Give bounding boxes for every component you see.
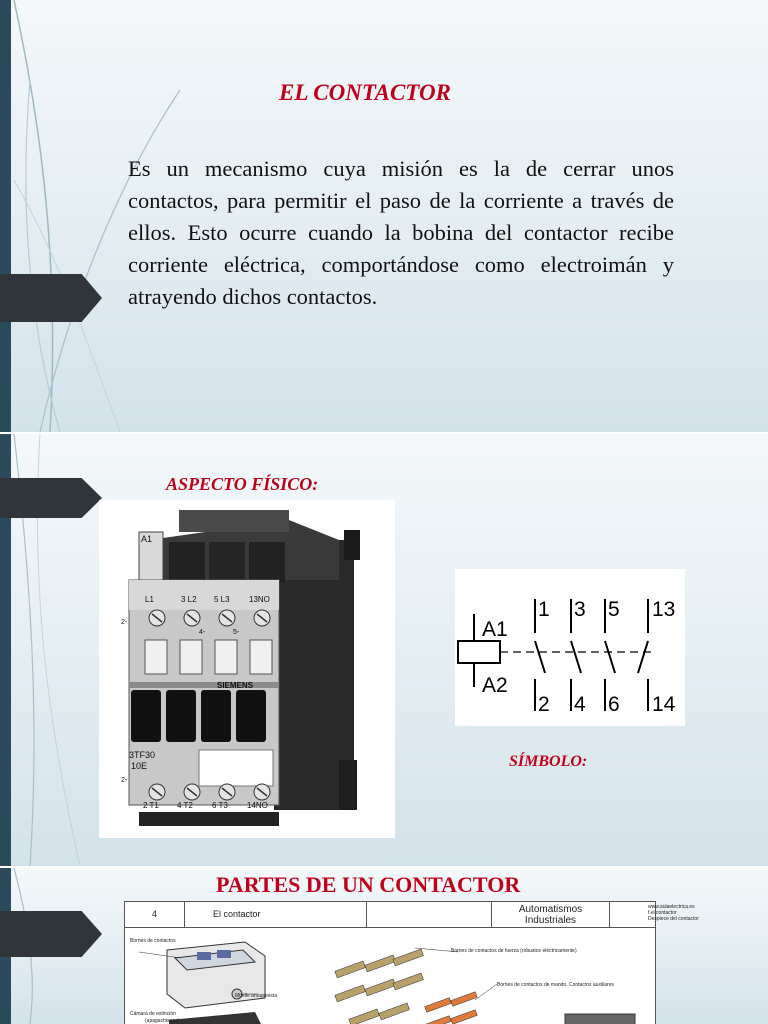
svg-text:1: 1 [538,598,550,621]
svg-text:A2: A2 [482,674,508,697]
svg-text:2: 2 [538,693,550,716]
svg-text:3: 3 [574,598,586,621]
label-camara: Cámara de extinción [130,1011,176,1017]
slide-title: EL CONTACTOR [279,80,451,105]
arrow-tab [0,911,102,957]
label-muelle: Muelle antagonista [235,993,277,999]
label-mando: Bornes de contactos de mando. Contactos auxiliares [497,982,615,988]
slide-aspecto-simbolo [0,434,768,866]
diagram-course: Automatismos Industriales [492,902,610,927]
parts-diagram [124,901,699,1024]
svg-text:14NO: 14NO [247,801,268,810]
heading-simbolo: SÍMBOLO: [509,753,588,770]
svg-text:2-: 2- [121,619,128,626]
svg-text:14: 14 [652,693,676,716]
heading-partes: PARTES DE UN CONTACTOR [216,872,521,897]
slide-el-contactor [0,0,768,432]
svg-text:5: 5 [608,598,620,621]
label-camara-sub: (apagachispas) [145,1018,180,1024]
contactor-symbol [455,569,685,726]
svg-text:13NO: 13NO [249,595,270,604]
svg-text:3 L2: 3 L2 [181,595,197,604]
svg-text:4: 4 [574,693,586,716]
svg-text:L1: L1 [145,595,154,604]
svg-text:4-: 4- [199,629,206,636]
diagram-reference: www.aulaelectrica.es f.el.contactor Despiece del contactor [648,904,699,922]
label-fuerza: Bornes de contactos de fuerza (robustos eléctricamente) [451,948,577,954]
definition-paragraph: Es un mecanismo cuya misión es la de cerrar unos contactos, para permitir el paso de la corriente a través de ellos. Esto ocurre cuando la bobina del contactor recibe corriente eléctrica, comportándose como electroimán y atrayendo dichos contactos. [128,156,674,309]
svg-text:5-: 5- [233,629,240,636]
heading-aspecto-fisico: ASPECTO FÍSICO: [166,474,319,494]
exploded-view [125,928,655,1024]
arrow-tab [0,478,102,518]
svg-text:5 L3: 5 L3 [214,595,230,604]
slide-partes-contactor [0,868,768,1024]
svg-text:SIEMENS: SIEMENS [217,681,254,690]
arrow-tab [0,274,102,322]
diagram-header [125,902,699,928]
contactor-photo [99,500,395,838]
svg-text:3TF30: 3TF30 [129,750,156,760]
left-accent-bar [0,0,11,432]
svg-text:A1: A1 [141,534,153,544]
svg-text:6 T3: 6 T3 [212,801,228,810]
diagram-blank-cell [367,902,492,927]
svg-text:2 T1: 2 T1 [143,801,159,810]
svg-text:2-: 2- [121,777,128,784]
label-bornes: Bornes de contactos [130,938,176,944]
diagram-page-number: 4 [125,902,185,927]
svg-text:A1: A1 [482,618,508,641]
diagram-section-title: El contactor [185,902,367,927]
svg-text:6: 6 [608,693,620,716]
svg-text:4 T2: 4 T2 [177,801,193,810]
svg-text:10E: 10E [131,761,148,771]
svg-text:13: 13 [652,598,676,621]
